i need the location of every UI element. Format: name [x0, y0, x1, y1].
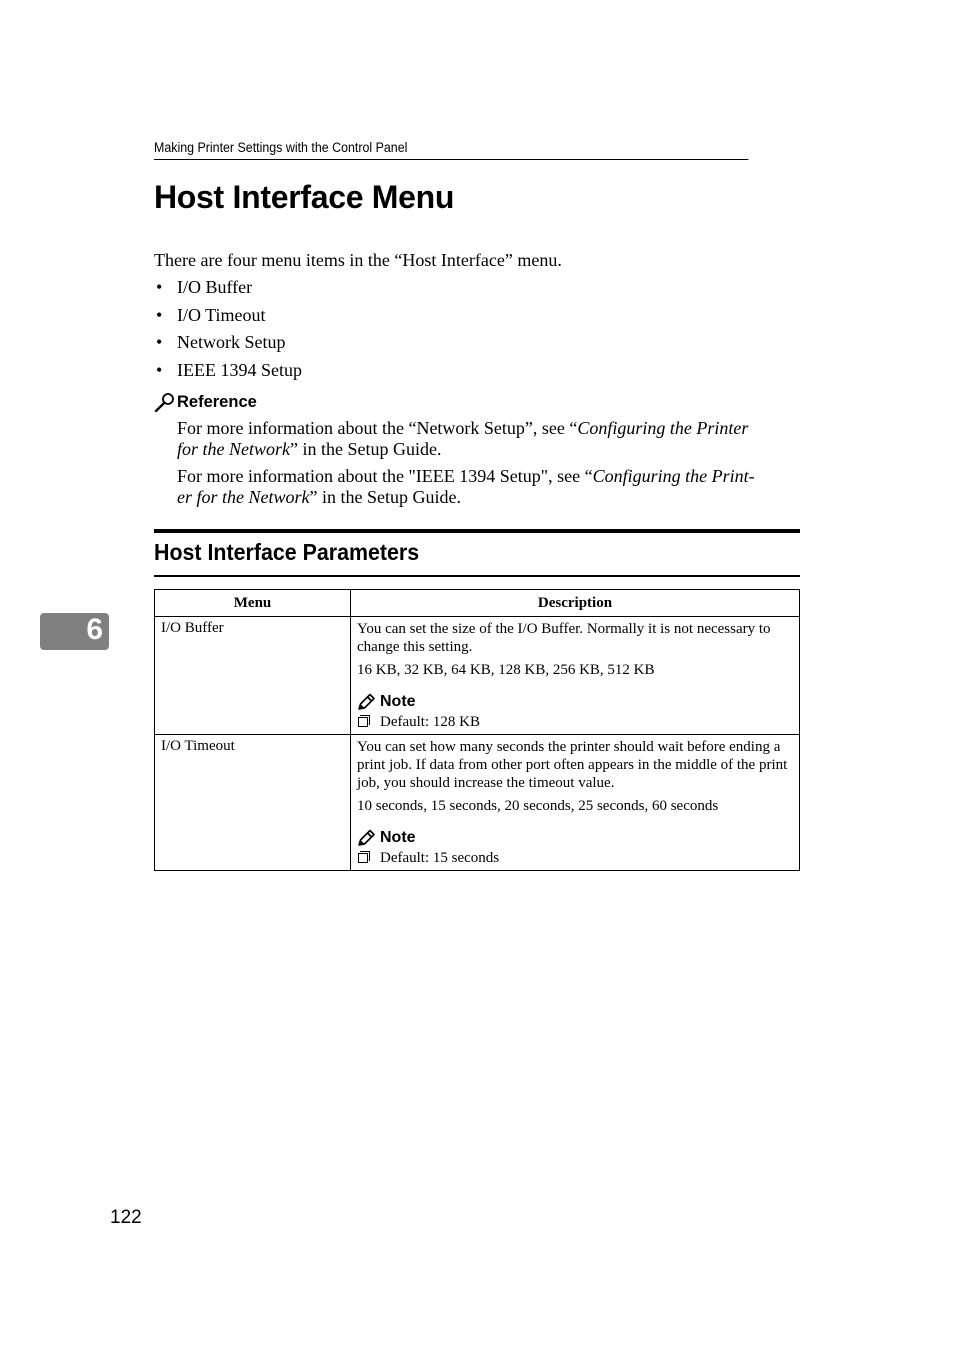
table-row	[155, 735, 800, 871]
column-header-description: Description	[351, 590, 800, 617]
note-default-text: Default: 128 KB	[380, 714, 480, 730]
running-header	[154, 139, 748, 160]
note-item	[357, 713, 793, 731]
list-item: • I/O Timeout	[156, 304, 266, 325]
table-header-row	[155, 590, 800, 617]
description-cell	[351, 735, 800, 871]
checkbox-icon	[358, 853, 368, 863]
list-item: • Network Setup	[156, 332, 286, 352]
checkbox-icon	[358, 717, 368, 727]
page-number: 122	[110, 1207, 142, 1228]
parameters-table	[154, 589, 800, 871]
value-options: 10 seconds, 15 seconds, 20 seconds, 25 seconds, 60 seconds	[357, 798, 719, 814]
description-cell	[351, 617, 800, 735]
column-header-menu: Menu	[155, 590, 351, 617]
reference-paragraph-1: For more information about the “Network Setup”, see “Configuring the Printer for the Network” in the Setup Guide.	[177, 418, 749, 459]
page-title: Host Interface Menu	[154, 179, 455, 215]
bullet-icon: •	[156, 277, 163, 297]
table-row	[155, 617, 800, 735]
value-options: 16 KB, 32 KB, 64 KB, 128 KB, 256 KB, 512 KB	[357, 662, 655, 678]
reference-paragraph-2: For more information about the "IEEE 1394 Setup", see “Configuring the Print- er for the Network” in the Setup Guide.	[177, 466, 755, 507]
menu-cell: I/O Buffer	[155, 617, 351, 735]
chapter-tab	[40, 613, 109, 650]
reference-heading	[154, 392, 257, 412]
note-heading	[357, 691, 793, 711]
menu-cell: I/O Timeout	[155, 735, 351, 871]
note-label: Note	[380, 829, 416, 846]
bullet-icon: •	[156, 332, 163, 352]
pencil-icon	[357, 693, 376, 711]
note-label: Note	[380, 693, 416, 710]
note-heading	[357, 827, 793, 847]
section-title: Host Interface Parameters	[154, 539, 420, 565]
guide-link-title: Configuring the Printer	[577, 418, 749, 438]
description-text: You can set how many seconds the printer should wait before ending a print job. If data from other port often appears in the middle of the print job, you should increase the timeout value.	[357, 739, 788, 791]
menu-item-list	[154, 277, 302, 387]
reference-label: Reference	[177, 393, 257, 411]
bullet-icon: •	[156, 359, 163, 380]
running-header-text: Making Printer Settings with the Control Panel	[154, 140, 408, 155]
guide-link-title: Configuring the Print-	[592, 466, 755, 486]
note-default-text: Default: 15 seconds	[380, 850, 500, 866]
section-top-rule	[154, 529, 800, 533]
section-bottom-rule	[154, 575, 800, 577]
note-item	[357, 849, 793, 867]
intro-text: There are four menu items in the “Host Interface” menu.	[154, 250, 562, 270]
description-text: You can set the size of the I/O Buffer. Normally it is not necessary to change this setting.	[357, 621, 771, 655]
pencil-icon	[357, 829, 376, 847]
magnifier-icon	[154, 392, 176, 412]
list-item: • IEEE 1394 Setup	[156, 359, 302, 380]
list-item: • I/O Buffer	[156, 277, 253, 297]
bullet-icon: •	[156, 304, 163, 325]
chapter-number: 6	[86, 613, 103, 646]
